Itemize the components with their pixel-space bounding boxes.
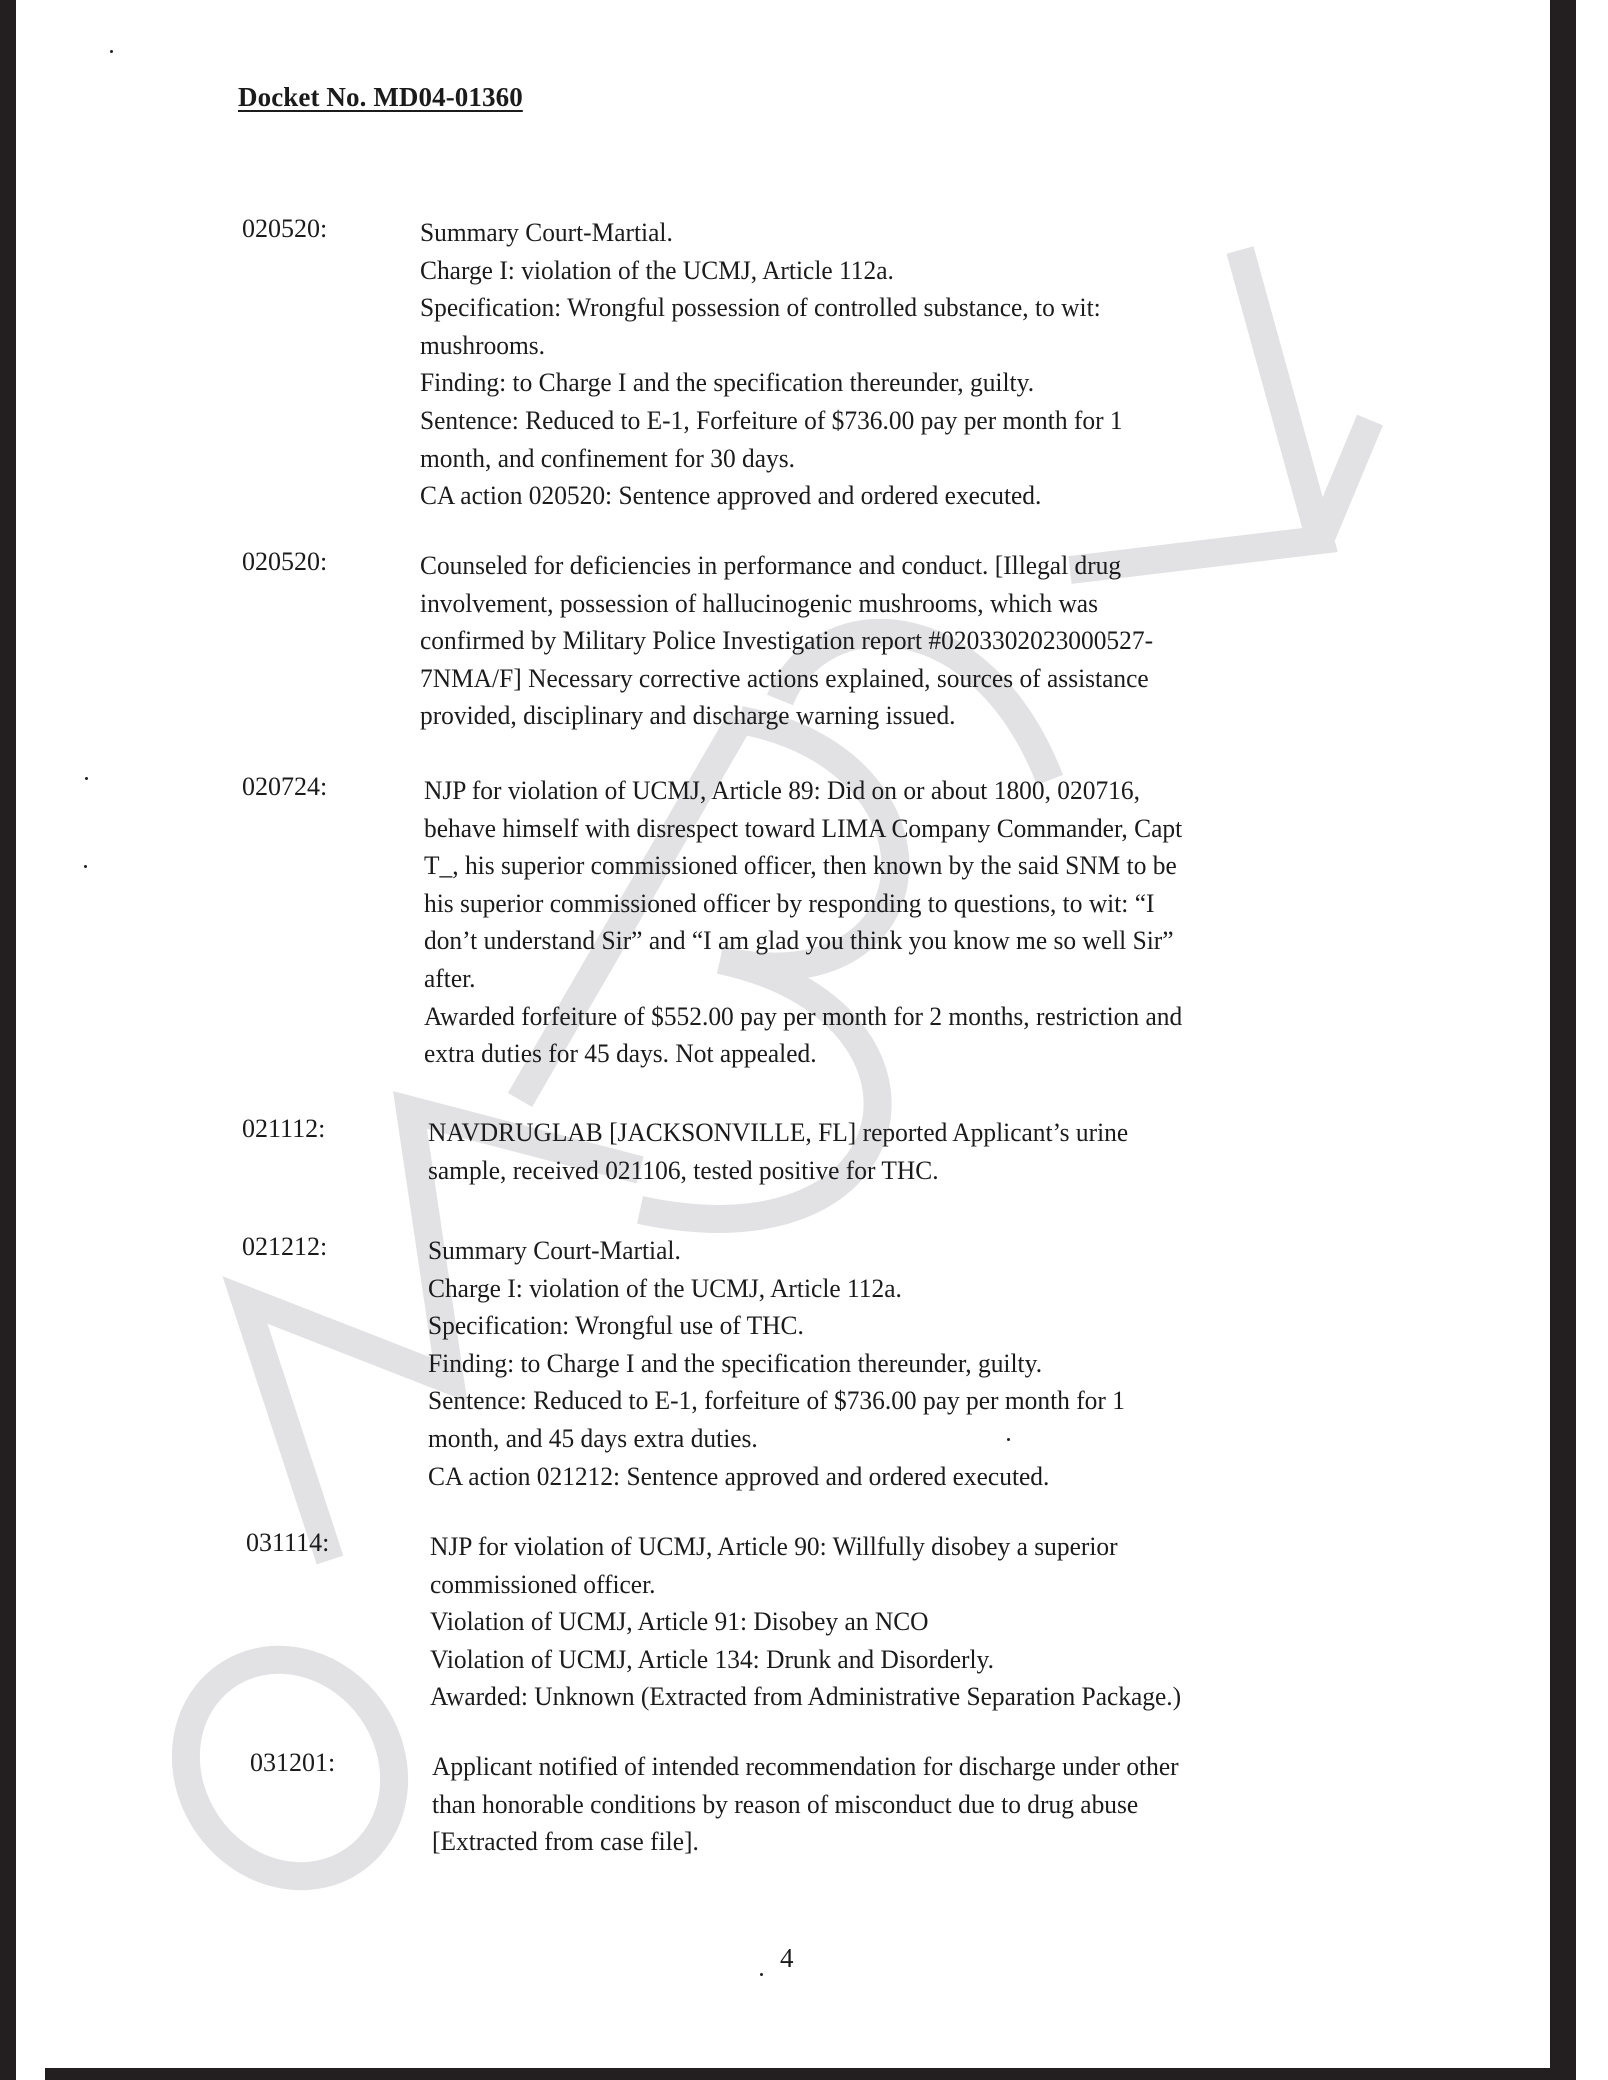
entry-line: Specification: Wrongful use of THC. <box>428 1311 804 1341</box>
entry-line: commissioned officer. <box>430 1569 656 1599</box>
entry-line: NJP for violation of UCMJ, Article 89: Did on or about 1800, 020716, <box>424 776 1140 805</box>
page-number: 4 <box>780 1943 794 1973</box>
entry-text <box>432 1748 1352 1861</box>
entry-line: mushrooms. <box>420 330 546 360</box>
scan-border-bottom <box>45 2068 1576 2080</box>
entry-line: Sentence: Reduced to E-1, forfeiture of $736.00 pay per month for 1 <box>428 1386 1125 1416</box>
scan-speck <box>760 1973 763 1976</box>
entry-line: don’t understand Sir” and “I am glad you think you know me so well Sir” <box>424 926 1174 956</box>
entry-line: his superior commissioned officer by responding to questions, to wit: “I <box>424 888 1155 918</box>
entry-line: Charge I: violation of the UCMJ, Article 112a. <box>428 1273 902 1303</box>
entry-line: after. <box>424 963 476 993</box>
entry-line: CA action 021212: Sentence approved and ordered executed. <box>428 1461 1050 1491</box>
entry-line: provided, disciplinary and discharge warning issued. <box>420 701 956 731</box>
entry-line: Awarded: Unknown (Extracted from Administrative Separation Package.) <box>430 1682 1182 1712</box>
entry-line: confirmed by Military Police Investigation report #0203302023000527- <box>420 626 1154 656</box>
scan-speck <box>84 865 87 868</box>
entry-line: sample, received 021106, tested positive for THC. <box>428 1155 939 1185</box>
entry-line: month, and 45 days extra duties. <box>428 1423 758 1453</box>
entry-line: Summary Court-Martial. <box>428 1236 681 1265</box>
entry-line: Violation of UCMJ, Article 134: Drunk and Disorderly. <box>430 1644 994 1674</box>
entry-date: 020520: <box>242 214 328 243</box>
entry-line: [Extracted from case file]. <box>432 1827 699 1857</box>
entry-line: Summary Court-Martial. <box>420 218 673 247</box>
entry-line: Applicant notified of intended recommendation for discharge under other <box>432 1752 1179 1781</box>
entry-line: Violation of UCMJ, Article 91: Disobey an NCO <box>430 1607 929 1637</box>
entry-line: behave himself with disrespect toward LIMA Company Commander, Capt <box>424 813 1183 843</box>
entry-line: Charge I: violation of the UCMJ, Article 112a. <box>420 255 894 285</box>
entry-line: CA action 020520: Sentence approved and ordered executed. <box>420 481 1042 511</box>
entry-date: 020724: <box>242 772 328 801</box>
scan-speck <box>110 50 113 53</box>
entry-date: 020520: <box>242 547 328 576</box>
entry-line: involvement, possession of hallucinogenic mushrooms, which was <box>420 588 1098 618</box>
scan-border-right <box>1550 0 1576 2080</box>
entry-text <box>424 772 1344 1073</box>
scan-border-left <box>0 0 16 2080</box>
entry-line: than honorable conditions by reason of misconduct due to drug abuse <box>432 1789 1139 1819</box>
entry-line: Finding: to Charge I and the specification thereunder, guilty. <box>420 368 1035 398</box>
entry-text <box>430 1528 1350 1716</box>
entry-date: 021112: <box>242 1114 326 1143</box>
entry-line: Specification: Wrongful possession of controlled substance, to wit: <box>420 293 1101 323</box>
docket-number-heading: Docket No. MD04-01360 <box>238 82 523 112</box>
entry-date: 021212: <box>242 1232 328 1261</box>
entry-line: month, and confinement for 30 days. <box>420 443 795 473</box>
entry-date: 031201: <box>250 1748 336 1777</box>
scan-speck <box>85 777 88 780</box>
entry-text <box>420 547 1340 735</box>
entry-line: Sentence: Reduced to E-1, Forfeiture of $736.00 pay per month for 1 <box>420 405 1123 435</box>
entry-line: T_, his superior commissioned officer, then known by the said SNM to be <box>424 851 1177 881</box>
entry-text <box>428 1114 1348 1189</box>
entry-line: extra duties for 45 days. Not appealed. <box>424 1039 817 1069</box>
entry-line: 7NMA/F] Necessary corrective actions explained, sources of assistance <box>420 663 1149 693</box>
entry-date: 031114: <box>246 1528 330 1557</box>
entry-line: Awarded forfeiture of $552.00 pay per month for 2 months, restriction and <box>424 1001 1183 1031</box>
entry-line: NJP for violation of UCMJ, Article 90: Willfully disobey a superior <box>430 1532 1118 1561</box>
entry-line: Counseled for deficiencies in performance and conduct. [Illegal drug <box>420 551 1122 580</box>
entry-line: NAVDRUGLAB [JACKSONVILLE, FL] reported Applicant’s urine <box>428 1118 1129 1147</box>
entry-text <box>420 214 1340 515</box>
entry-line: Finding: to Charge I and the specification thereunder, guilty. <box>428 1348 1043 1378</box>
entry-text <box>428 1232 1348 1495</box>
